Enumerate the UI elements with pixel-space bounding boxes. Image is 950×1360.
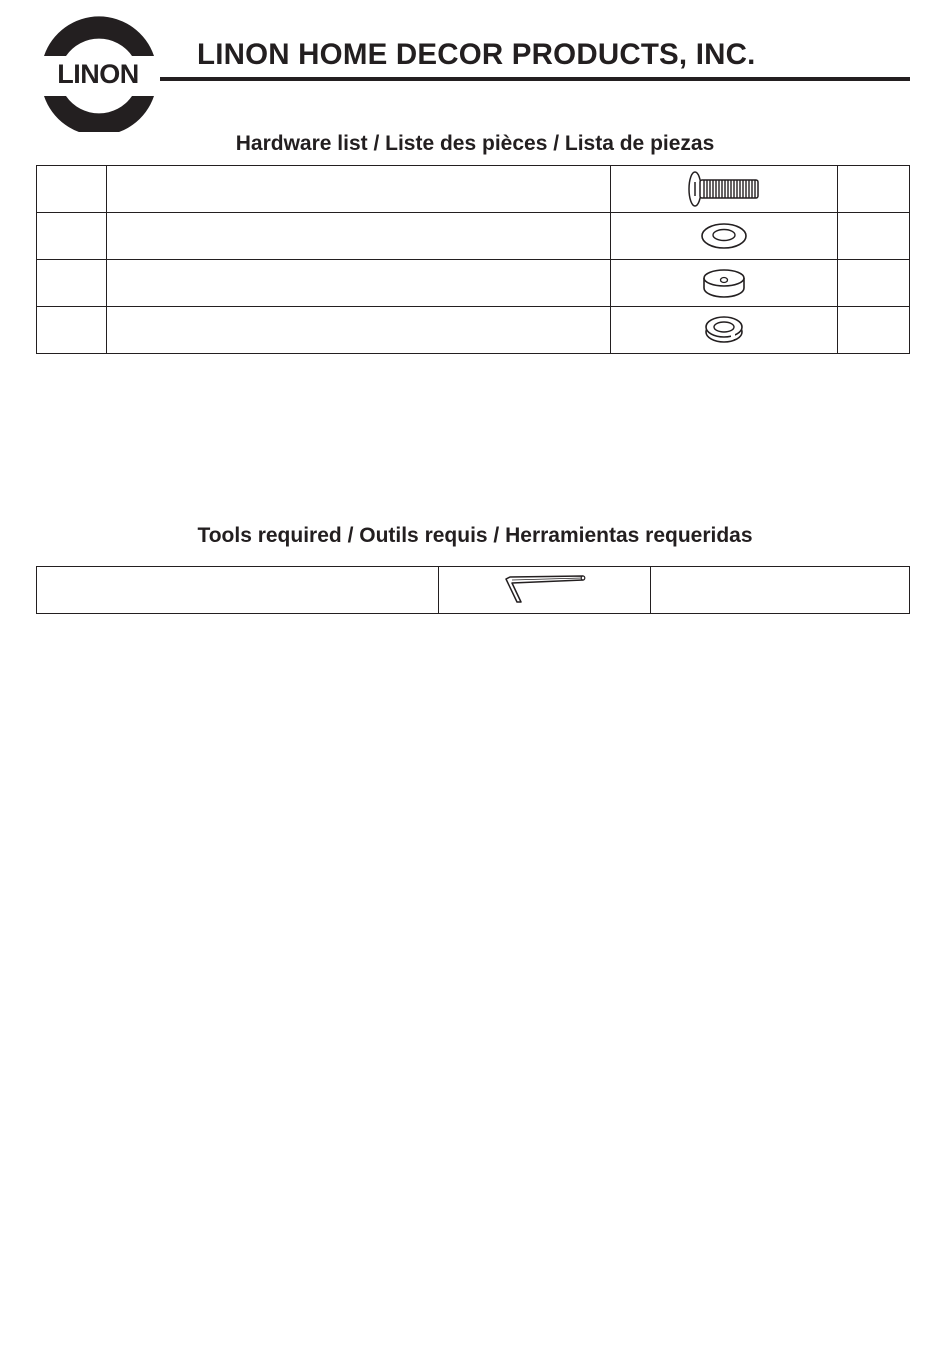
part-letter-cell xyxy=(37,307,107,354)
part-letter-cell xyxy=(37,166,107,213)
lock-washer-icon xyxy=(702,314,746,346)
table-row xyxy=(37,307,910,354)
part-image-cell xyxy=(611,307,838,354)
table-row xyxy=(37,213,910,260)
cap-nut-icon xyxy=(700,266,748,300)
part-description-cell xyxy=(107,166,611,213)
part-image-cell xyxy=(611,166,838,213)
part-image-cell xyxy=(611,260,838,307)
hardware-table xyxy=(36,165,910,354)
part-quantity-cell xyxy=(838,307,910,354)
hardware-list-title: Hardware list / Liste des pièces / Lista de piezas xyxy=(235,132,715,155)
part-quantity-cell xyxy=(838,213,910,260)
part-description-cell xyxy=(107,260,611,307)
table-row xyxy=(37,567,910,614)
tool-image-cell xyxy=(439,567,651,614)
part-image-cell xyxy=(611,213,838,260)
part-description-cell xyxy=(107,307,611,354)
table-row xyxy=(37,260,910,307)
linon-logo xyxy=(36,16,158,132)
part-quantity-cell xyxy=(838,166,910,213)
tools-table xyxy=(36,566,910,614)
tool-description-cell xyxy=(37,567,439,614)
table-row xyxy=(37,166,910,213)
allen-key-icon xyxy=(503,573,587,607)
bolt-icon xyxy=(686,169,762,209)
company-name: LINON HOME DECOR PRODUCTS, INC. xyxy=(197,38,756,71)
part-quantity-cell xyxy=(838,260,910,307)
tool-quantity-cell xyxy=(651,567,910,614)
tools-required-title: Tools required / Outils requis / Herramientas requeridas xyxy=(197,524,753,547)
header-divider xyxy=(160,77,910,81)
flat-washer-icon xyxy=(699,221,749,251)
logo-text: LINON xyxy=(57,59,139,89)
part-letter-cell xyxy=(37,260,107,307)
part-letter-cell xyxy=(37,213,107,260)
part-description-cell xyxy=(107,213,611,260)
